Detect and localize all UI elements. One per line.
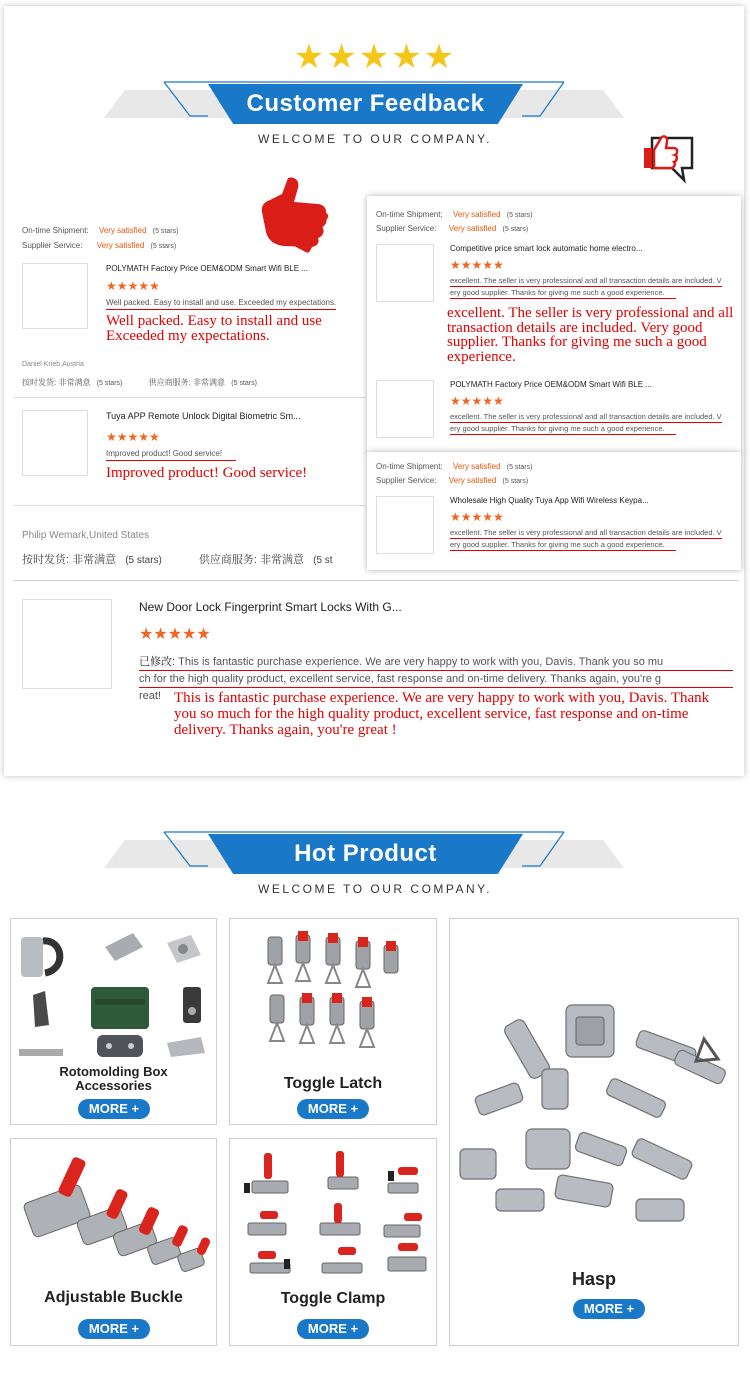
product-thumbnail[interactable] — [376, 496, 434, 554]
product-name[interactable]: POLYMATH Factory Price OEM&ODM Smart Wifi BLE ... — [106, 264, 308, 273]
feedback-banner — [0, 80, 750, 160]
rating-stars: ★★★★★ — [293, 37, 457, 77]
hasp-image — [456, 999, 734, 1239]
review-stars: ★★★★★ — [450, 394, 504, 408]
review-comment: Improved product! Good service! — [106, 449, 236, 461]
section-subtitle: WELCOME TO OUR COMPANY. — [258, 882, 492, 896]
review-comment: excellent. The seller is very professional and all transaction details are included. V ery good supplier. Thanks for giving me such a good experience. — [450, 276, 722, 297]
adjustable-buckle-image — [19, 1153, 211, 1283]
review-author: Daniel Krieb,Austria — [22, 361, 84, 368]
section-subtitle: WELCOME TO OUR COMPANY. — [258, 132, 492, 146]
product-thumbnail[interactable] — [22, 599, 112, 689]
review-card-overlay: On-time Shipment: Very satisfied (5 stars) Supplier Service: Very satisfied (5 stars) Wholesale High Quality Tuya App Wifi Wireless Keypa... ★★★★★ excellent. The seller is very professional and all transaction details are included. V ery good supplier. Thanks for giving me such a good experience. — [367, 452, 741, 570]
review-stars: ★★★★★ — [139, 624, 211, 643]
review-stars: ★★★★★ — [106, 279, 160, 293]
product-name[interactable]: Wholesale High Quality Tuya App Wifi Wireless Keypa... — [450, 496, 649, 505]
review-comment: Well packed. Easy to install and use. Exceeded my expectations. — [106, 298, 336, 310]
supplier-row: Supplier Service: Very satisfied (5 stars) — [22, 241, 177, 250]
more-button[interactable]: MORE + — [297, 1099, 369, 1119]
review-comment: excellent. The seller is very professional and all transaction details are included. V ery good supplier. Thanks for giving me such a good experience. — [450, 528, 722, 549]
thumbs-up-icon — [248, 176, 332, 256]
product-card-rotomolding[interactable] — [10, 918, 217, 1125]
review-translation: Improved product! Good service! — [106, 465, 308, 481]
product-name: Toggle Clamp — [280, 1290, 386, 1307]
section-title: Customer Feedback — [246, 90, 485, 117]
product-thumbnail[interactable] — [22, 263, 88, 329]
product-name[interactable]: POLYMATH Factory Price OEM&ODM Smart Wifi BLE ... — [450, 380, 652, 389]
chat-thumbs-icon — [640, 128, 698, 186]
product-name: Rotomolding Box Accessories — [59, 1064, 168, 1093]
product-name: Adjustable Buckle — [44, 1289, 183, 1306]
review-comment: 已修改: This is fantastic purchase experience. We are very happy to work with you, Davis. Thank you so mu ch for the high quality product, excellent service, fast response and on-time delivery. Thanks again, you're g reat! — [139, 654, 733, 704]
more-button[interactable]: MORE + — [78, 1099, 150, 1119]
toggle-latch-image — [260, 927, 410, 1057]
product-thumbnail[interactable] — [376, 244, 434, 302]
section-title: Hot Product — [294, 840, 437, 867]
review-stars: ★★★★★ — [450, 258, 504, 272]
product-card-toggle-clamp[interactable] — [229, 1138, 437, 1346]
product-card-toggle-latch[interactable] — [229, 918, 437, 1125]
divider — [14, 580, 738, 581]
review-stars: ★★★★★ — [106, 430, 160, 444]
more-button[interactable]: MORE + — [573, 1299, 645, 1319]
review-card-overlay: On-time Shipment: Very satisfied (5 stars) Supplier Service: Very satisfied (5 stars) Competitive price smart lock automatic home electro... ★★★★★ excellent. The seller is very professional and all transaction details are included. V ery good supplier. Thanks for giving me such a good experience. excellent. The seller is very professional and all transaction details are included. Very good supplier. Thanks for giving me such a good experience. POLYMATH Factory Price OEM&ODM Smart Wifi BLE ... ★★★★★ excellent. The seller is very professional and all transaction details are included. V ery good supplier. Thanks for giving me such a good experience. — [367, 196, 741, 454]
product-thumbnail[interactable] — [22, 410, 88, 476]
review-author: Philip Wemark,United States — [22, 530, 150, 541]
toggle-clamp-image — [238, 1147, 430, 1283]
review-translation: excellent. The seller is very professional and all transaction details are included. Very good supplier. Thanks for giving me such a good experience. — [447, 305, 734, 365]
hot-banner — [0, 830, 750, 910]
more-button[interactable]: MORE + — [78, 1319, 150, 1339]
product-name: Hasp — [571, 1269, 616, 1289]
product-name[interactable]: Competitive price smart lock automatic home electro... — [450, 244, 643, 253]
review-translation: Well packed. Easy to install and use Exceeded my expectations. — [106, 313, 322, 344]
more-button[interactable]: MORE + — [297, 1319, 369, 1339]
shipment-row: On-time Shipment: Very satisfied (5 stars) — [22, 226, 179, 235]
divider — [14, 397, 366, 398]
product-name[interactable]: Tuya APP Remote Unlock Digital Biometric Sm... — [106, 411, 301, 421]
product-name[interactable]: New Door Lock Fingerprint Smart Locks With G... — [139, 600, 402, 614]
review-comment: excellent. The seller is very professional and all transaction details are included. V ery good supplier. Thanks for giving me such a good experience. — [450, 412, 722, 433]
cn-ratings-row: 按时发货: 非常满意 (5 stars) 供应商服务: 非常满意 (5 st — [22, 554, 333, 566]
rotomolding-parts-image — [15, 925, 213, 1063]
product-card-hasp[interactable] — [449, 918, 739, 1346]
review-stars: ★★★★★ — [450, 510, 504, 524]
divider — [14, 505, 366, 506]
product-thumbnail[interactable] — [376, 380, 434, 438]
product-card-adjustable-buckle[interactable] — [10, 1138, 217, 1346]
product-name: Toggle Latch — [283, 1075, 383, 1092]
cn-ratings-row: 按时发货: 非常满意 (5 stars) 供应商服务: 非常满意 (5 stars) — [22, 378, 257, 387]
review-translation: This is fantastic purchase experience. We are very happy to work with you, Davis. Thank you so much for the high quality product, excellent service, fast response and on-time delivery. Thanks again, you're great ! — [174, 690, 710, 738]
